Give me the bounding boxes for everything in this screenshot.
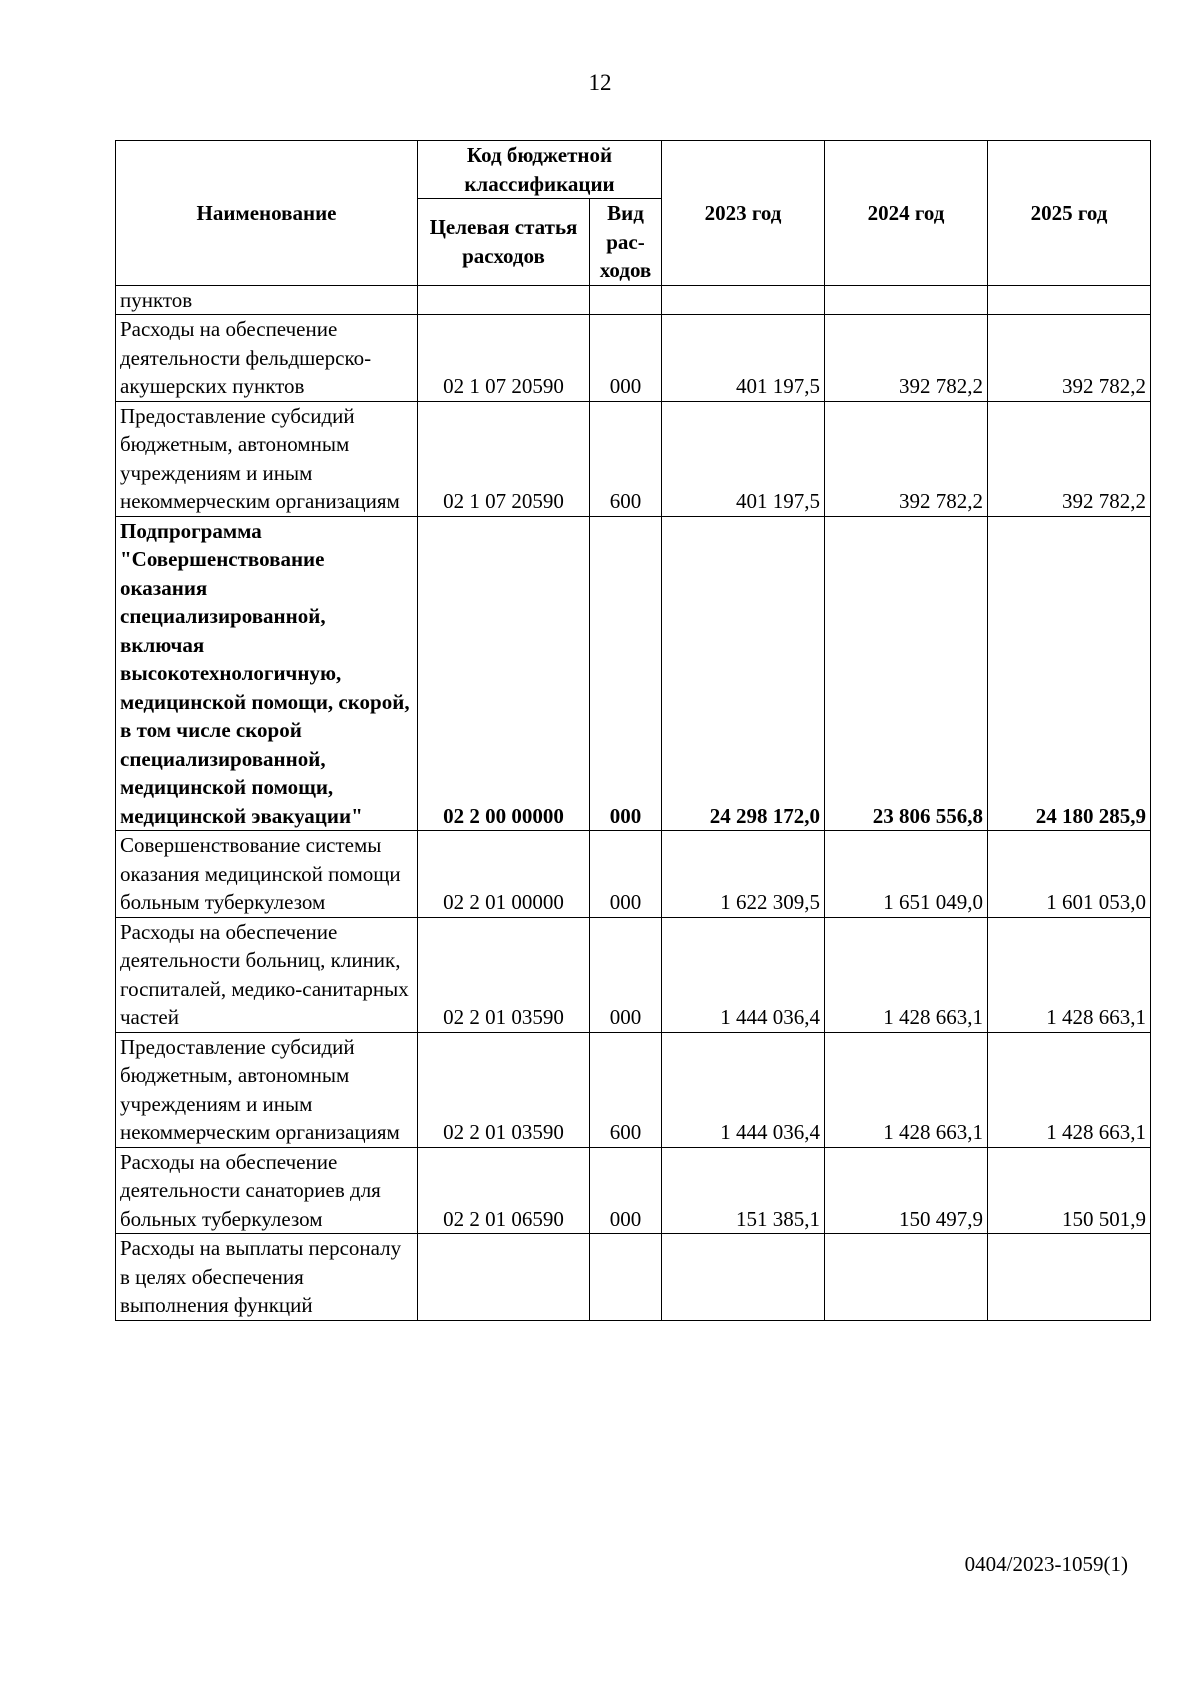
table-row xyxy=(116,285,1151,315)
row-amount-2024: 392 782,2 xyxy=(825,315,988,402)
table-row xyxy=(116,315,1151,402)
header-2024: 2024 год xyxy=(825,141,988,286)
row-name: Расходы на обеспечение деятельности больниц, клиник, госпиталей, медико-санитарных частей xyxy=(116,917,418,1032)
row-amount-2025: 1 601 053,0 xyxy=(988,831,1151,918)
row-amount-2023: 151 385,1 xyxy=(662,1147,825,1234)
header-target-article: Целевая статья расходов xyxy=(418,199,590,286)
row-amount-2024 xyxy=(825,1234,988,1321)
row-amount-2023: 401 197,5 xyxy=(662,315,825,402)
row-target-article: 02 2 01 03590 xyxy=(418,1032,590,1147)
row-target-article xyxy=(418,285,590,315)
row-amount-2024: 150 497,9 xyxy=(825,1147,988,1234)
page-number: 12 xyxy=(588,70,612,95)
row-name: Расходы на выплаты персоналу в целях обеспечения выполнения функций xyxy=(116,1234,418,1321)
row-amount-2023: 1 444 036,4 xyxy=(662,1032,825,1147)
row-amount-2023 xyxy=(662,1234,825,1321)
row-target-article xyxy=(418,1234,590,1321)
row-name: пунктов xyxy=(116,285,418,315)
row-expense-type: 000 xyxy=(590,516,662,831)
row-name: Расходы на обеспечение деятельности санаториев для больных туберкулезом xyxy=(116,1147,418,1234)
table-row xyxy=(116,401,1151,516)
table-row xyxy=(116,917,1151,1032)
table-row xyxy=(116,1032,1151,1147)
table-row xyxy=(116,1234,1151,1321)
row-amount-2025: 24 180 285,9 xyxy=(988,516,1151,831)
row-expense-type: 000 xyxy=(590,315,662,402)
row-target-article: 02 2 00 00000 xyxy=(418,516,590,831)
row-amount-2025: 1 428 663,1 xyxy=(988,1032,1151,1147)
row-name: Подпрограмма "Совершенствование оказания специализированной, включая высокотехнологичную, медицинской помощи, скорой, в том числе скорой специализированной, медицинской помощи, медицинской эвакуации" xyxy=(116,516,418,831)
table-row xyxy=(116,831,1151,918)
row-target-article: 02 1 07 20590 xyxy=(418,401,590,516)
row-name: Предоставление субсидий бюджетным, автономным учреждениям и иным некоммерческим организациям xyxy=(116,1032,418,1147)
row-name: Расходы на обеспечение деятельности фельдшерско-акушерских пунктов xyxy=(116,315,418,402)
table-row xyxy=(116,516,1151,831)
row-expense-type: 600 xyxy=(590,401,662,516)
row-expense-type xyxy=(590,1234,662,1321)
row-expense-type xyxy=(590,285,662,315)
row-amount-2024: 392 782,2 xyxy=(825,401,988,516)
row-name: Совершенствование системы оказания медицинской помощи больным туберкулезом xyxy=(116,831,418,918)
header-name: Наименование xyxy=(116,141,418,286)
row-amount-2023: 1 444 036,4 xyxy=(662,917,825,1032)
row-amount-2023: 401 197,5 xyxy=(662,401,825,516)
row-amount-2023: 24 298 172,0 xyxy=(662,516,825,831)
header-2023: 2023 год xyxy=(662,141,825,286)
document-code: 0404/2023-1059(1) xyxy=(964,1552,1128,1576)
table-header xyxy=(116,141,1151,286)
row-target-article: 02 1 07 20590 xyxy=(418,315,590,402)
row-expense-type: 000 xyxy=(590,831,662,918)
table-row xyxy=(116,1147,1151,1234)
row-target-article: 02 2 01 06590 xyxy=(418,1147,590,1234)
header-kbk: Код бюджетной классификации xyxy=(418,141,662,199)
header-expense-type: Вид рас-ходов xyxy=(590,199,662,286)
row-amount-2023 xyxy=(662,285,825,315)
row-amount-2024: 1 428 663,1 xyxy=(825,1032,988,1147)
row-amount-2025: 150 501,9 xyxy=(988,1147,1151,1234)
row-expense-type: 600 xyxy=(590,1032,662,1147)
row-expense-type: 000 xyxy=(590,917,662,1032)
row-amount-2025: 1 428 663,1 xyxy=(988,917,1151,1032)
row-amount-2023: 1 622 309,5 xyxy=(662,831,825,918)
row-amount-2024: 23 806 556,8 xyxy=(825,516,988,831)
row-amount-2025 xyxy=(988,1234,1151,1321)
row-amount-2025: 392 782,2 xyxy=(988,315,1151,402)
row-amount-2025 xyxy=(988,285,1151,315)
row-target-article: 02 2 01 00000 xyxy=(418,831,590,918)
budget-table xyxy=(115,140,1151,1321)
row-amount-2024 xyxy=(825,285,988,315)
row-name: Предоставление субсидий бюджетным, автономным учреждениям и иным некоммерческим организациям xyxy=(116,401,418,516)
row-amount-2025: 392 782,2 xyxy=(988,401,1151,516)
table-body xyxy=(116,285,1151,1320)
row-expense-type: 000 xyxy=(590,1147,662,1234)
header-2025: 2025 год xyxy=(988,141,1151,286)
row-amount-2024: 1 428 663,1 xyxy=(825,917,988,1032)
row-target-article: 02 2 01 03590 xyxy=(418,917,590,1032)
row-amount-2024: 1 651 049,0 xyxy=(825,831,988,918)
